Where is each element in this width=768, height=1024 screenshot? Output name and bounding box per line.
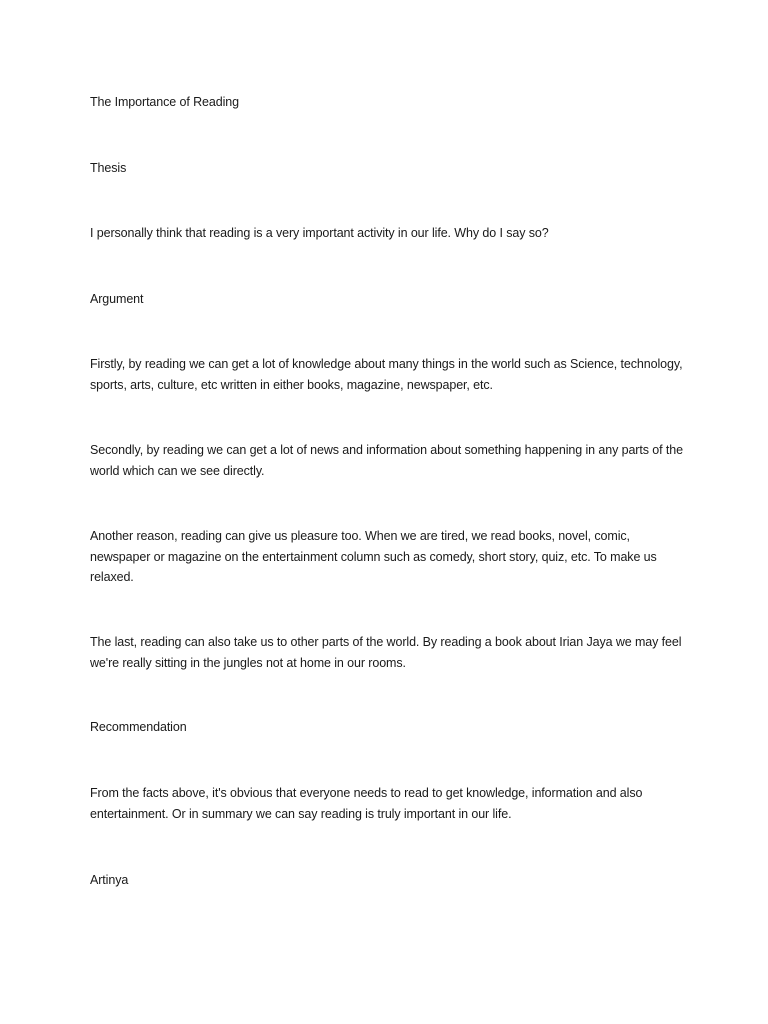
argument-heading: Argument [90, 292, 144, 306]
thesis-heading: Thesis [90, 161, 127, 175]
recommendation-heading: Recommendation [90, 720, 187, 734]
argument-paragraph-4: The last, reading can also take us to other parts of the world. By reading a book about Irian Jaya we may feel we're really sitting in the jungles not at home in our rooms. [90, 635, 682, 670]
argument-paragraph-1: Firstly, by reading we can get a lot of knowledge about many things in the world such as Science, technology, sports, arts, culture, etc written in either books, magazine, newspaper, etc. [90, 357, 683, 392]
argument-paragraph-2: Secondly, by reading we can get a lot of news and information about something happening in any parts of the world which can we see directly. [90, 443, 683, 478]
recommendation-paragraph: From the facts above, it's obvious that everyone needs to read to get knowledge, information and also entertainment. Or in summary we can say reading is truly important in our life. [90, 786, 643, 821]
thesis-paragraph: I personally think that reading is a very important activity in our life. Why do I say so? [90, 226, 549, 240]
document-title: The Importance of Reading [90, 95, 239, 109]
argument-paragraph-3: Another reason, reading can give us pleasure too. When we are tired, we read books, novel, comic, newspaper or magazine on the entertainment column such as comedy, short story, quiz, etc. To make us relaxed. [90, 529, 657, 584]
signature: Artinya [90, 873, 129, 887]
